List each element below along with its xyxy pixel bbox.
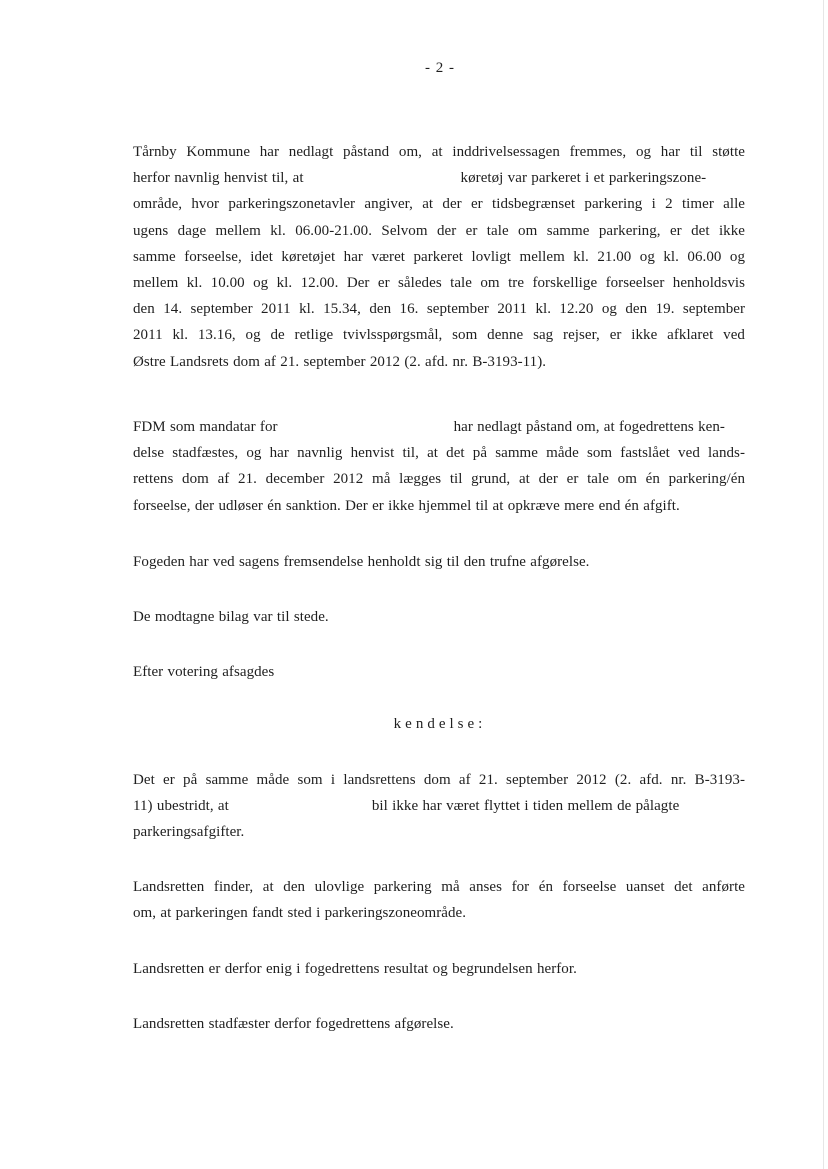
text-line: Tårnby Kommune har nedlagt påstand om, at inddrivelsessagen fremmes, og har til støtte [133, 144, 745, 160]
text-line: delse stadfæstes, og har navnlig henvist til, at det på samme måde som fastslået ved lands- [133, 445, 745, 462]
paragraph-court-confirms [133, 1011, 745, 1037]
text-line: Efter votering afsagdes [133, 664, 275, 680]
page-number: - 2 - [425, 60, 455, 76]
paragraph-claim-fdm [133, 414, 745, 519]
text-line: Østre Landsrets dom af 21. september 2012 (2. afd. nr. B-3193-11). [133, 353, 547, 370]
text-segment: køretøj var parkeret i et parkeringszone- [460, 170, 707, 187]
text-line: De modtagne bilag var til stede. [133, 609, 329, 625]
text-line: Landsretten stadfæster derfor fogedrettens afgørelse. [133, 1016, 454, 1032]
page-edge-line [823, 0, 824, 1169]
text-segment: herfor navnlig henvist til, at [133, 170, 304, 187]
text-line: om, at parkeringen fandt sted i parkeringszoneområde. [133, 905, 467, 922]
text-line: mellem kl. 10.00 og kl. 12.00. Der er således tale om tre forskellige forseelser henholdsvis [133, 274, 745, 291]
text-line: forseelse, der udløser én sanktion. Der er ikke hjemmel til at opkræve mere end én afgift. [133, 497, 680, 514]
text-segment: bil ikke har været flyttet i tiden mellem de pålagte [371, 798, 680, 815]
text-line: Fogeden har ved sagens fremsendelse henholdt sig til den trufne afgørelse. [133, 554, 590, 570]
text-segment: har nedlagt påstand om, at fogedrettens ken- [453, 419, 725, 435]
redacted-name [278, 421, 454, 431]
text-line: parkeringsafgifter. [133, 824, 245, 841]
text-line: ugens dage mellem kl. 06.00-21.00. Selvom der er tale om samme parkering, er det ikke [133, 222, 745, 239]
text-line: Det er på samme måde som i landsrettens dom af 21. september 2012 (2. afd. nr. B-3193- [133, 772, 745, 788]
redacted-name [229, 800, 372, 810]
text-line: Landsretten er derfor enig i fogedrettens resultat og begrundelsen herfor. [133, 961, 577, 977]
text-line: område, hvor parkeringszonetavler angiver, at der er tidsbegrænset parkering i 2 timer alle [133, 196, 745, 213]
paragraph-bailiff [133, 549, 745, 575]
paragraph-claim-municipality [133, 139, 745, 375]
text-line: Landsretten finder, at den ulovlige parkering må anses for én forseelse uanset det anførte [133, 879, 745, 895]
text-line: samme forseelse, idet køretøjet har været parkeret lovligt mellem kl. 21.00 og kl. 06.00 og [133, 248, 745, 265]
paragraph-court-finding [133, 874, 745, 926]
redacted-name [304, 172, 461, 182]
paragraph-court-agrees [133, 956, 745, 982]
paragraph-exhibits [133, 604, 745, 630]
text-line: 2011 kl. 13.16, og de retlige tvivlsspørgsmål, som denne sag rejser, er ikke afklaret ved [133, 327, 745, 344]
text-segment: 11) ubestridt, at [133, 798, 229, 815]
text-segment: FDM som mandatar for [133, 419, 278, 435]
paragraph-deliberation [133, 659, 745, 685]
paragraph-ruling-facts [133, 767, 745, 846]
text-line: den 14. september 2011 kl. 15.34, den 16. september 2011 kl. 12.20 og den 19. september [133, 301, 745, 318]
ruling-heading: kendelse: [393, 716, 487, 732]
text-line: rettens dom af 21. december 2012 må lægges til grund, at der er tale om én parkering/én [133, 471, 745, 488]
text-line [133, 165, 745, 191]
text-line [133, 414, 745, 440]
text-line [133, 793, 745, 819]
